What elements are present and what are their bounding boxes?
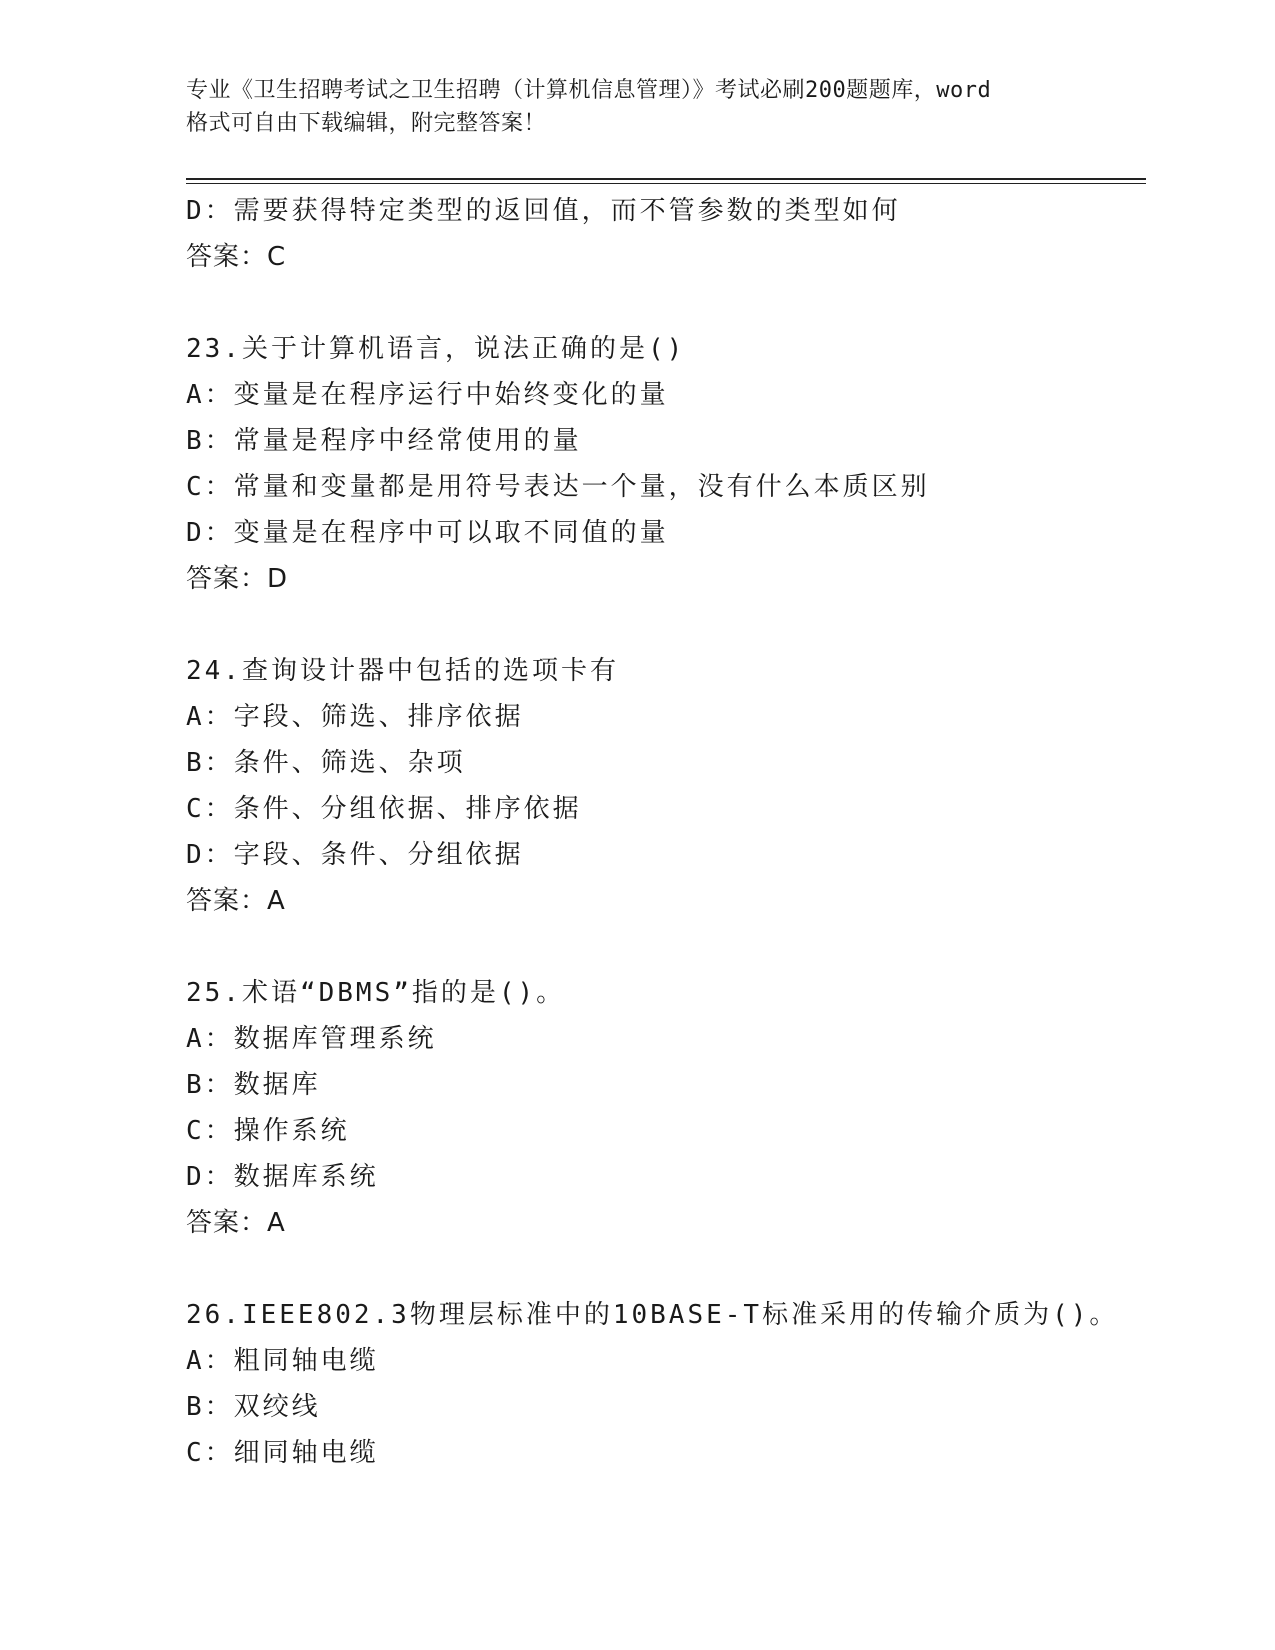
option-a: A：粗同轴电缆 bbox=[186, 1346, 379, 1376]
question-25 bbox=[186, 970, 1146, 1246]
question-stem: 23.关于计算机语言，说法正确的是() bbox=[186, 334, 686, 364]
carry-over-option-d: D：需要获得特定类型的返回值，而不管参数的类型如何 bbox=[186, 196, 901, 226]
question-list bbox=[186, 188, 1146, 1476]
question-23 bbox=[186, 326, 1146, 602]
option-b: B：常量是程序中经常使用的量 bbox=[186, 426, 582, 456]
option-d: D：数据库系统 bbox=[186, 1162, 379, 1192]
spacer bbox=[186, 602, 1146, 648]
header-line-1: 专业《卫生招聘考试之卫生招聘（计算机信息管理）》考试必刷200题题库，word bbox=[186, 78, 992, 103]
spacer bbox=[186, 924, 1146, 970]
question-stem: 25.术语“DBMS”指的是()。 bbox=[186, 978, 566, 1008]
option-c: C：条件、分组依据、排序依据 bbox=[186, 794, 582, 824]
option-a: A：变量是在程序运行中始终变化的量 bbox=[186, 380, 669, 410]
header-divider-thick bbox=[186, 178, 1146, 180]
option-b: B：条件、筛选、杂项 bbox=[186, 748, 466, 778]
answer: 答案：D bbox=[186, 564, 289, 594]
option-d: D：字段、条件、分组依据 bbox=[186, 840, 524, 870]
answer: 答案：A bbox=[186, 886, 286, 916]
option-a: A：字段、筛选、排序依据 bbox=[186, 702, 524, 732]
spacer bbox=[186, 1246, 1146, 1292]
document-header bbox=[186, 74, 1086, 140]
carry-over-answer: 答案：C bbox=[186, 242, 287, 272]
question-stem: 24.查询设计器中包括的选项卡有 bbox=[186, 656, 619, 686]
question-26 bbox=[186, 1292, 1146, 1476]
answer: 答案：A bbox=[186, 1208, 286, 1238]
option-c: C：细同轴电缆 bbox=[186, 1438, 379, 1468]
option-b: B：双绞线 bbox=[186, 1392, 321, 1422]
option-a: A：数据库管理系统 bbox=[186, 1024, 437, 1054]
option-c: C：常量和变量都是用符号表达一个量，没有什么本质区别 bbox=[186, 472, 930, 502]
header-line-2: 格式可自由下载编辑，附完整答案！ bbox=[186, 111, 547, 136]
question-stem: 26.IEEE802.3物理层标准中的10BASE-T标准采用的传输介质为()。 bbox=[186, 1300, 1119, 1330]
spacer bbox=[186, 280, 1146, 326]
option-c: C：操作系统 bbox=[186, 1116, 350, 1146]
option-d: D：变量是在程序中可以取不同值的量 bbox=[186, 518, 669, 548]
question-24 bbox=[186, 648, 1146, 924]
header-divider-thin bbox=[186, 183, 1146, 184]
option-b: B：数据库 bbox=[186, 1070, 321, 1100]
